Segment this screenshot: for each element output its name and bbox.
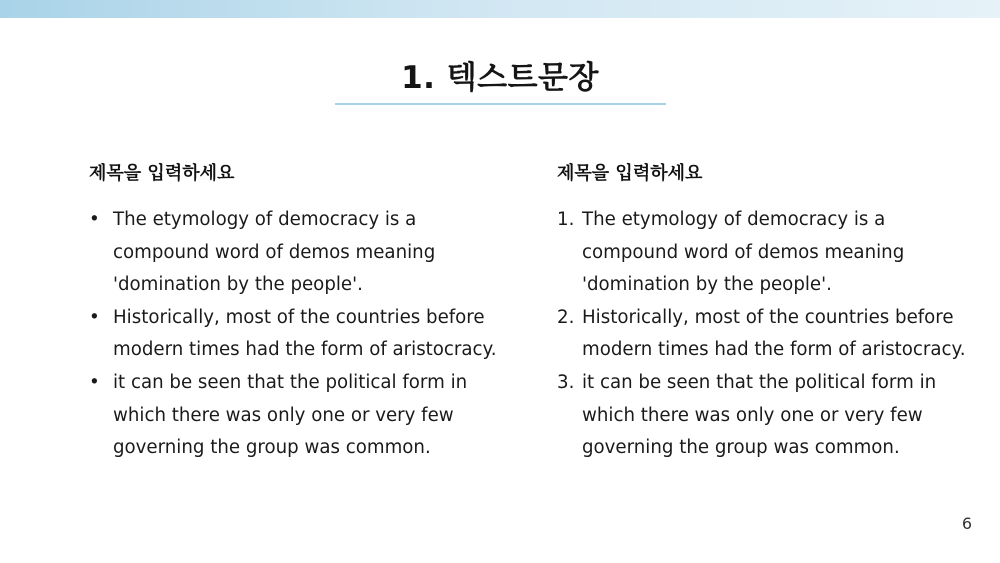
numbered-item [557,204,977,302]
numbered-item-text: The etymology of democracy is a compound word of demos meaning 'domination by the people'. [582,209,905,296]
bullet-item [89,302,509,367]
bullet-icon: • [89,209,100,230]
numbered-item [557,367,977,465]
top-decorative-band [0,0,1000,18]
numbered-item-text: Historically, most of the countries before modern times had the form of aristocracy. [582,306,966,361]
bullet-icon: • [89,306,100,328]
numbered-item [557,302,977,367]
left-column-heading: 제목을 입력하세요 [89,163,235,184]
right-column-heading: 제목을 입력하세요 [557,163,703,184]
bullet-item-text: The etymology of democracy is a compound word of demos meaning 'domination by the people'. [113,209,436,296]
title-underline [335,103,666,105]
item-number: 3. [557,371,575,393]
page-number: 6 [961,514,972,533]
item-number: 2. [557,306,575,328]
bullet-item [89,204,509,302]
right-column [557,160,977,465]
slide-title: 1. 텍스트문장 [401,60,599,96]
bullet-item-text: it can be seen that the political form in which there was only one or very few governing the group was common. [113,371,468,459]
bullet-list [89,204,509,465]
item-number: 1. [557,209,575,230]
left-column [89,160,509,465]
bullet-icon: • [89,371,100,393]
numbered-list [557,204,977,465]
bullet-item-text: Historically, most of the countries before modern times had the form of aristocracy. [113,306,497,361]
bullet-item [89,367,509,465]
numbered-item-text: it can be seen that the political form in which there was only one or very few governing the group was common. [582,371,937,459]
